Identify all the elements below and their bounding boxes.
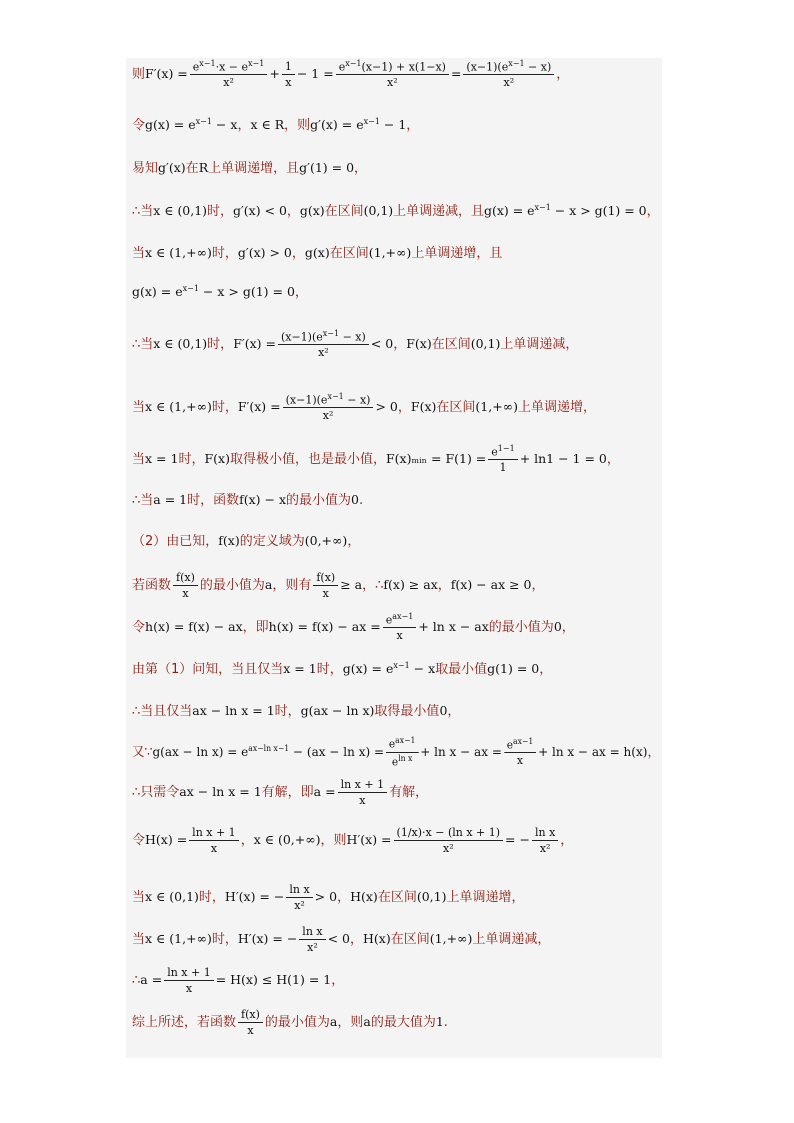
text-run: 取最小值 — [435, 661, 488, 677]
text-run: ， — [561, 619, 575, 635]
math-run: ax − ln x = 1 — [179, 783, 262, 799]
math-run: $g(x) = e^{x-1} - x > g(1) = 0$ — [132, 284, 295, 300]
text-run: 时， — [211, 245, 238, 261]
text-run: ∴当且仅当 — [132, 703, 193, 719]
math-run: x ∈ (0,1) — [153, 335, 208, 351]
text-run: ，即 — [242, 619, 269, 635]
text-run: ，则有 — [272, 577, 312, 593]
math-run: F′(x) = — [237, 398, 281, 414]
math-run: (0,+∞) — [304, 532, 348, 548]
fraction-denominator: x² — [387, 76, 398, 90]
text-run: ， — [560, 832, 574, 848]
fraction — [299, 926, 325, 953]
text-run: 时， — [178, 451, 205, 467]
math-run: H(x) = — [145, 831, 188, 847]
text-run: 的最小值为 — [199, 577, 265, 593]
text-run: ， — [393, 336, 407, 352]
fraction-denominator: x² — [539, 841, 551, 855]
math-run: (0,1) — [363, 202, 394, 218]
math-run: = — [450, 65, 462, 81]
fraction-denominator: x — [185, 981, 193, 995]
text-run: ， — [237, 117, 251, 133]
math-run: + ln1 − 1 = 0 — [519, 450, 607, 466]
text-run: （2）由已知， — [132, 533, 219, 549]
fraction-denominator: x — [247, 1023, 254, 1037]
solution-line — [132, 524, 360, 558]
math-run: a = 1 — [153, 491, 188, 507]
math-run: F(x)ₘᵢₙ = F(1) = — [385, 450, 487, 466]
math-run: x ∈ (1,+∞) — [145, 930, 212, 946]
math-run: x ∈ (1,+∞) — [145, 398, 212, 414]
text-run: ∴只需令 — [132, 784, 180, 800]
math-run: = − — [505, 831, 530, 847]
math-run: + ln x − ax = h(x) — [538, 743, 648, 759]
text-run: ， — [350, 931, 364, 947]
text-run: ， — [337, 889, 351, 905]
fraction-denominator: x — [396, 629, 403, 643]
text-run: 上单调递增，且 — [411, 245, 503, 261]
fraction — [282, 61, 295, 88]
solution-line — [132, 880, 524, 914]
solution-line — [132, 963, 344, 997]
text-run: 上单调递增， — [517, 399, 596, 415]
math-run: > 0 — [375, 398, 398, 414]
text-run: ， — [294, 284, 308, 300]
fraction-numerator: (1/x)·x − (ln x + 1) — [394, 827, 504, 841]
text-run: 若函数 — [132, 577, 172, 593]
text-run: ∴ — [132, 972, 141, 988]
math-run: (1,+∞) — [429, 930, 473, 946]
math-run: F(x) — [406, 335, 432, 351]
text-run: 上单调递减， — [500, 336, 579, 352]
text-run: 综上所述，若函数 — [132, 1014, 237, 1030]
text-run: ， — [646, 203, 660, 219]
text-run: 的最小值为 — [488, 619, 554, 635]
math-run: + — [269, 65, 280, 81]
math-run: x = 1 — [283, 660, 317, 676]
solution-line — [132, 442, 620, 476]
text-run: 时， — [207, 203, 233, 219]
fraction — [283, 393, 374, 422]
math-run: x ∈ (0,+∞) — [253, 831, 321, 847]
math-run: F′(x) = — [233, 335, 276, 351]
text-run: 在区间 — [390, 931, 430, 947]
fraction — [286, 884, 312, 911]
text-run: 当 — [132, 245, 146, 261]
text-run: 取得极小值，也是最小值， — [229, 451, 386, 467]
solution-line — [132, 327, 578, 361]
fraction-denominator: x² — [223, 76, 234, 90]
text-run: 令 — [132, 619, 146, 635]
text-run: ， — [437, 577, 451, 593]
fraction-denominator: x — [210, 841, 218, 855]
math-run: x ∈ (0,1) — [145, 888, 199, 904]
fraction-numerator: ln x — [286, 884, 312, 898]
fraction-denominator: x — [182, 586, 189, 600]
fraction-numerator: $(x-1)(e^{x-1} - x)$ — [283, 393, 374, 409]
text-run: 时， — [316, 661, 343, 677]
math-run: g′(x) — [158, 159, 186, 175]
solution-line — [132, 108, 419, 142]
text-run: . — [359, 492, 364, 508]
text-run: 的最小值为 — [286, 492, 352, 508]
text-run: 令 — [132, 832, 146, 848]
text-run: 上单调递增， — [446, 889, 525, 905]
text-run: 则 — [132, 66, 146, 82]
math-run: = H(x) ≤ H(1) = 1 — [215, 971, 332, 987]
fraction-denominator: $e^{ln x}$ — [391, 753, 413, 769]
text-run: 有解，即 — [261, 784, 314, 800]
fraction-denominator: x² — [442, 841, 454, 855]
text-run: ，∴ — [362, 577, 384, 593]
fraction-numerator: f(x) — [173, 572, 198, 586]
math-run: a — [329, 1013, 338, 1029]
text-run: 当 — [132, 399, 146, 415]
math-run: $g(ax - \ln x) = e^{ax-ln x-1} - (ax - \ln x)$ = — [152, 744, 385, 760]
text-run: ， — [354, 160, 368, 176]
math-run: 0 — [351, 491, 359, 507]
text-run: 当 — [132, 451, 146, 467]
math-run: − 1 = — [296, 65, 334, 81]
math-run: + ln x − ax = — [420, 743, 502, 759]
fraction-denominator: x — [285, 75, 292, 89]
text-run: ， — [556, 66, 570, 82]
solution-line — [132, 568, 545, 602]
text-run: 时， — [198, 889, 225, 905]
math-run: g′(1) = 0 — [299, 159, 355, 175]
text-run: ， — [647, 744, 660, 760]
math-run: H′(x) = − — [237, 930, 298, 946]
solution-line — [132, 610, 575, 644]
text-run: 有解， — [389, 784, 429, 800]
text-run: 在区间 — [436, 399, 476, 415]
solution-line — [132, 922, 550, 956]
math-run: $g'(x) = e^{x-1} - 1$ — [310, 117, 407, 133]
math-run: (0,1) — [470, 335, 501, 351]
text-run: 当 — [132, 889, 146, 905]
math-run: (0,1) — [416, 888, 447, 904]
fraction — [238, 1009, 263, 1036]
text-run: 令 — [132, 117, 146, 133]
solution-line — [132, 652, 552, 686]
solution-line — [132, 275, 308, 309]
math-run: ax − ln x = 1 — [192, 702, 275, 718]
text-run: ∴当 — [132, 203, 154, 219]
text-run: ， — [347, 533, 361, 549]
fraction-denominator: x² — [318, 346, 329, 360]
text-run: 在区间 — [431, 336, 471, 352]
math-run: a — [363, 1013, 371, 1029]
math-run: ≥ a — [340, 576, 363, 592]
math-run: H′(x) = − — [224, 888, 285, 904]
text-run: 易知 — [132, 160, 159, 176]
math-run: (1,+∞) — [475, 398, 518, 414]
math-run: + ln x − ax — [418, 618, 489, 634]
math-run: g(x) — [299, 202, 325, 218]
math-run: 0 — [439, 702, 448, 718]
text-run: ， — [406, 117, 420, 133]
math-run: g(x) — [304, 244, 330, 260]
fraction — [189, 827, 239, 854]
solution-line — [132, 735, 660, 769]
fraction-numerator: ln x + 1 — [164, 967, 214, 981]
fraction-numerator: $(x-1)(e^{x-1} - x)$ — [463, 60, 554, 76]
math-run: H(x) — [363, 930, 391, 946]
text-run: 上单调递增，且 — [208, 160, 300, 176]
fraction-numerator: $e^{ax-1}$ — [386, 737, 418, 753]
fraction-numerator: ln x + 1 — [189, 827, 239, 841]
math-run: 1 — [435, 1013, 444, 1029]
math-run: F(x) — [204, 450, 230, 466]
fraction — [386, 737, 418, 767]
text-run: 时， — [211, 931, 238, 947]
text-run: ， — [447, 703, 461, 719]
text-run: 当 — [132, 931, 146, 947]
solution-line — [132, 823, 573, 857]
text-run: 的最小值为 — [264, 1014, 330, 1030]
solution-line — [132, 236, 502, 270]
text-run: 在 — [185, 160, 199, 176]
math-run: g′(x) < 0 — [232, 202, 287, 218]
fraction-denominator: x² — [503, 76, 515, 90]
math-run: g′(x) > 0 — [237, 244, 292, 260]
solution-line — [132, 775, 428, 809]
text-run: ， — [539, 661, 553, 677]
text-run: 时， — [274, 703, 301, 719]
math-run: H′(x) = — [346, 831, 392, 847]
fraction-denominator: x — [322, 586, 329, 600]
math-run: f(x) − ax ≥ 0 — [450, 576, 532, 592]
text-run: ， — [397, 399, 411, 415]
math-run: a = — [140, 971, 163, 987]
text-run: 时，函数 — [187, 492, 240, 508]
fraction-denominator: x² — [294, 898, 305, 912]
fraction — [336, 60, 449, 89]
fraction-numerator: ln x — [299, 926, 325, 940]
fraction — [504, 738, 536, 767]
text-run: ， — [606, 451, 620, 467]
text-run: ∴当 — [132, 492, 154, 508]
fraction-denominator: x² — [307, 940, 318, 954]
text-run: 上单调递减， — [472, 931, 551, 947]
math-run: 0 — [553, 618, 562, 634]
math-run: F(x) — [410, 398, 437, 414]
math-run: R — [198, 159, 209, 175]
text-run: 时， — [211, 399, 238, 415]
text-run: ， — [286, 203, 300, 219]
math-run: $g(x) = e^{x-1} - x > g(1) = 0$ — [484, 203, 647, 219]
math-run: > 0 — [314, 888, 338, 904]
text-run: ∴当 — [132, 336, 154, 352]
text-run: ， — [331, 972, 345, 988]
math-run: a — [264, 576, 273, 592]
fraction-numerator: 1 — [282, 61, 295, 75]
math-run: < 0 — [370, 335, 394, 351]
fraction — [394, 827, 504, 854]
solution-line — [132, 483, 363, 517]
math-run: g(1) = 0 — [487, 660, 540, 676]
fraction-numerator: f(x) — [238, 1009, 263, 1023]
math-run: x = 1 — [145, 450, 179, 466]
text-run: ，则 — [337, 1014, 364, 1030]
fraction-denominator: 1 — [499, 461, 507, 475]
fraction — [488, 445, 517, 474]
text-run: 在区间 — [324, 203, 364, 219]
fraction-numerator: $e^{x-1}\cdot x - e^{x-1}$ — [190, 60, 268, 76]
fraction — [532, 827, 558, 854]
text-run: 在区间 — [329, 245, 369, 261]
text-run: 在区间 — [377, 889, 417, 905]
text-run: ， — [240, 832, 254, 848]
solution-line — [132, 194, 660, 228]
math-run: F′(x) = — [145, 65, 188, 81]
math-run: h(x) = f(x) − ax = — [268, 618, 381, 634]
fraction — [190, 60, 268, 89]
math-run: x ∈ (1,+∞) — [145, 244, 212, 260]
fraction — [173, 572, 198, 599]
math-run: h(x) = f(x) − ax — [145, 618, 243, 634]
fraction-numerator: $e^{ax-1}$ — [504, 738, 536, 754]
math-run: H(x) — [350, 888, 378, 904]
math-run: f(x) — [218, 532, 240, 548]
solution-line — [132, 151, 367, 185]
fraction-numerator: $e^{ax-1}$ — [383, 613, 417, 629]
text-run: 又∵ — [132, 744, 153, 760]
text-run: ， — [531, 577, 545, 593]
solution-line — [132, 390, 596, 424]
solution-line — [132, 57, 569, 91]
text-run: 上单调递减，且 — [393, 203, 485, 219]
fraction-numerator: $(x-1)(e^{x-1} - x)$ — [278, 330, 369, 346]
math-run: x ∈ (0,1) — [153, 202, 208, 218]
fraction — [164, 967, 214, 994]
text-run: 时， — [207, 336, 234, 352]
math-run: g(ax − ln x) — [300, 702, 375, 718]
fraction — [338, 779, 388, 806]
fraction-denominator: x — [359, 793, 366, 807]
math-run: f(x) − x — [239, 491, 287, 507]
fraction-numerator: ln x — [532, 827, 558, 841]
math-run: (1,+∞) — [368, 244, 412, 260]
fraction — [313, 572, 338, 599]
math-run: $g(x) = e^{x-1} - x$ — [145, 117, 238, 133]
text-run: 的最大值为 — [370, 1014, 436, 1030]
solution-line — [132, 1005, 448, 1039]
math-run: f(x) ≥ ax — [383, 576, 438, 592]
text-run: ， — [291, 245, 305, 261]
text-run: . — [443, 1014, 448, 1030]
text-run: 由第（1）问知，当且仅当 — [132, 661, 284, 677]
math-run: a = — [313, 783, 336, 799]
fraction — [383, 613, 417, 642]
fraction-numerator: ln x + 1 — [338, 779, 388, 793]
text-run: 的定义域为 — [239, 533, 305, 549]
text-run: ，则 — [320, 832, 347, 848]
fraction — [278, 330, 369, 359]
math-run: x ∈ R — [250, 116, 285, 132]
text-run: ，则 — [284, 117, 311, 133]
fraction — [463, 60, 554, 89]
math-run: $g(x) = e^{x-1} - x$ — [342, 661, 436, 677]
text-run: 取得最小值 — [374, 703, 440, 719]
fraction-numerator: $e^{1-1}$ — [488, 445, 517, 461]
math-run: < 0 — [327, 930, 351, 946]
fraction-denominator: x² — [322, 409, 334, 423]
solution-line — [132, 694, 460, 728]
fraction-denominator: x — [516, 754, 523, 768]
fraction-numerator: f(x) — [313, 572, 338, 586]
fraction-numerator: $e^{x-1}(x-1) + x(1-x)$ — [336, 60, 449, 76]
